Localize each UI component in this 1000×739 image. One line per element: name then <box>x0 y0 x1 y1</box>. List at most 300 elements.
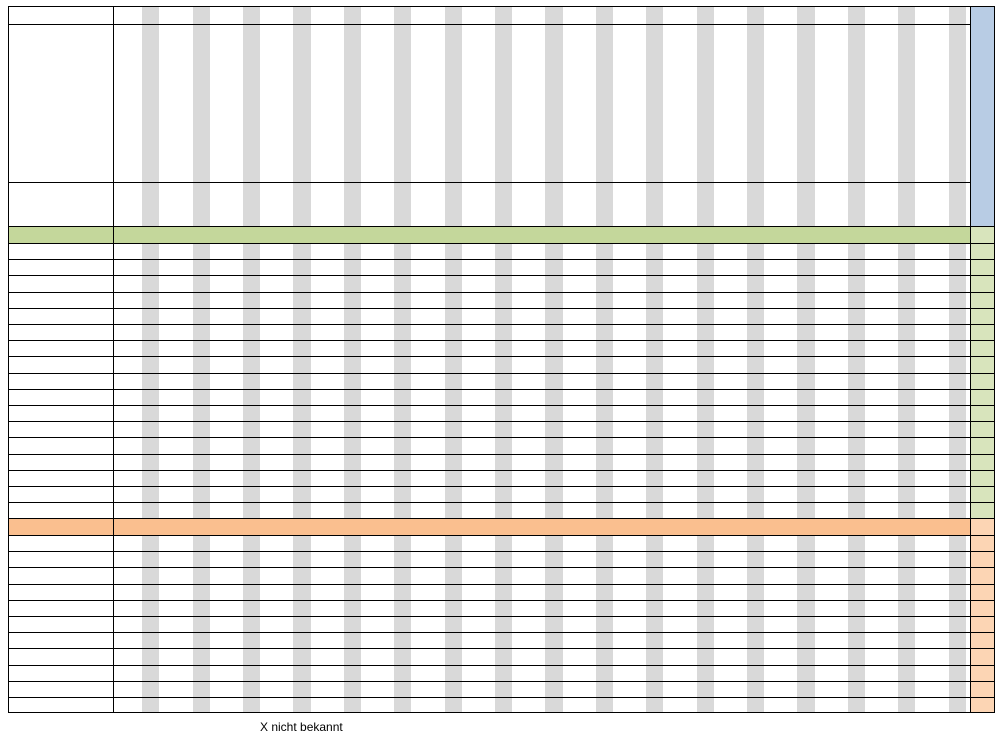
column-shading <box>747 648 764 664</box>
match-result <box>214 182 239 226</box>
appearance-cell <box>189 373 214 389</box>
grid-line <box>8 648 995 649</box>
column-shading <box>344 340 361 356</box>
appearance-cell <box>819 405 844 421</box>
goals-cell <box>113 535 138 551</box>
appearance-cell <box>718 421 743 437</box>
match-result <box>718 182 743 226</box>
column-shading <box>898 648 915 664</box>
column-shading <box>495 600 512 616</box>
appearance-cell <box>315 324 340 340</box>
grid-line <box>8 226 995 227</box>
column-shading <box>293 259 310 275</box>
goals-cell <box>365 600 390 616</box>
column-shading <box>193 454 210 470</box>
appearance-cell <box>390 421 415 437</box>
appearance-cell <box>441 502 466 518</box>
appearance-cell <box>642 308 667 324</box>
grid-line <box>8 535 995 536</box>
appearance-cell <box>289 324 314 340</box>
appearance-cell <box>617 275 642 291</box>
appearance-cell <box>365 356 390 372</box>
appearance-cell <box>491 454 516 470</box>
matchday-number <box>340 6 365 24</box>
appearance-cell <box>189 243 214 259</box>
match-result <box>138 182 163 226</box>
match-result <box>592 182 617 226</box>
column-shading <box>697 681 714 697</box>
appearance-cell <box>214 389 239 405</box>
column-shading <box>848 632 865 648</box>
appearance-cell <box>667 405 692 421</box>
appearance-cell <box>315 405 340 421</box>
footnote: X nicht bekannt <box>260 720 343 734</box>
column-shading <box>495 584 512 600</box>
column-shading <box>243 616 260 632</box>
appearance-cell <box>869 308 894 324</box>
column-shading <box>142 600 159 616</box>
appearance-cell <box>264 275 289 291</box>
appearance-cell <box>113 243 138 259</box>
appearance-cell <box>390 292 415 308</box>
appearance-cell <box>264 324 289 340</box>
appearance-cell <box>743 373 768 389</box>
column-shading <box>545 486 562 502</box>
appearance-cell <box>113 373 138 389</box>
column-shading <box>545 697 562 713</box>
appearance-cell <box>365 308 390 324</box>
appearance-cell <box>743 275 768 291</box>
match-result <box>466 182 491 226</box>
appearance-cell <box>289 308 314 324</box>
column-shading <box>898 600 915 616</box>
appearance-cell <box>567 324 592 340</box>
grid-line <box>8 182 970 183</box>
appearance-cell <box>113 340 138 356</box>
matchday-number <box>945 6 970 24</box>
appearance-cell <box>793 243 818 259</box>
column-shading <box>848 681 865 697</box>
appearance-cell <box>567 470 592 486</box>
appearance-cell <box>567 292 592 308</box>
column-shading <box>545 665 562 681</box>
grid-line <box>994 6 995 713</box>
column-shading <box>193 681 210 697</box>
appearance-cell <box>693 356 718 372</box>
scorer-name <box>8 681 113 697</box>
grid-line <box>8 712 995 713</box>
appearance-cell <box>592 356 617 372</box>
column-shading <box>848 340 865 356</box>
appearance-cell <box>541 405 566 421</box>
column-shading <box>747 502 764 518</box>
column-shading <box>394 454 411 470</box>
matchday-number <box>138 6 163 24</box>
opponent-name <box>214 24 239 182</box>
appearance-cell <box>567 243 592 259</box>
column-shading <box>394 648 411 664</box>
column-shading <box>747 697 764 713</box>
appearance-cell <box>415 389 440 405</box>
appearance-cell <box>919 308 944 324</box>
appearance-cell <box>516 308 541 324</box>
column-shading <box>596 632 613 648</box>
grid-line <box>8 292 995 293</box>
column-shading <box>646 551 663 567</box>
column-shading <box>243 648 260 664</box>
column-shading <box>646 665 663 681</box>
column-shading <box>243 697 260 713</box>
appearance-cell <box>894 405 919 421</box>
appearance-cell <box>667 308 692 324</box>
appearance-cell <box>415 324 440 340</box>
appearance-cell <box>113 292 138 308</box>
column-shading <box>394 616 411 632</box>
player-name <box>8 259 113 275</box>
appearance-cell <box>415 259 440 275</box>
appearance-cell <box>390 389 415 405</box>
column-shading <box>243 259 260 275</box>
column-shading <box>646 486 663 502</box>
appearance-cell <box>289 356 314 372</box>
appearance-cell <box>264 308 289 324</box>
appearance-cell <box>567 421 592 437</box>
column-shading <box>142 486 159 502</box>
match-result <box>667 182 692 226</box>
column-shading <box>596 454 613 470</box>
scorer-total <box>970 681 995 697</box>
column-shading <box>445 567 462 583</box>
column-shading <box>293 340 310 356</box>
player-total <box>970 470 995 486</box>
match-result <box>239 182 264 226</box>
appearance-cell <box>239 470 264 486</box>
column-shading <box>495 697 512 713</box>
column-shading <box>142 681 159 697</box>
player-total <box>970 292 995 308</box>
column-shading <box>344 632 361 648</box>
appearance-cell <box>289 373 314 389</box>
appearance-cell <box>718 243 743 259</box>
appearance-cell <box>315 292 340 308</box>
column-shading <box>848 600 865 616</box>
goals-cell <box>289 632 314 648</box>
column-shading <box>848 551 865 567</box>
appearance-cell <box>214 405 239 421</box>
goals-cell <box>415 648 440 664</box>
match-result <box>844 182 869 226</box>
appearance-cell <box>466 243 491 259</box>
appearance-cell <box>365 389 390 405</box>
appearance-cell <box>768 502 793 518</box>
scorer-total <box>970 584 995 600</box>
column-shading <box>293 648 310 664</box>
opponent-name <box>390 24 415 182</box>
appearance-cell <box>743 324 768 340</box>
appearance-cell <box>592 292 617 308</box>
appearance-cell <box>264 389 289 405</box>
column-shading <box>596 616 613 632</box>
column-shading <box>243 437 260 453</box>
grid-line <box>8 421 995 422</box>
column-shading <box>797 681 814 697</box>
goals-cell <box>718 665 743 681</box>
appearance-cell <box>793 275 818 291</box>
match-result <box>113 182 138 226</box>
column-shading <box>495 421 512 437</box>
goals-cell <box>743 665 768 681</box>
scorer-total <box>970 648 995 664</box>
appearance-cell <box>919 324 944 340</box>
goals-cell <box>516 535 541 551</box>
column-shading <box>949 632 966 648</box>
column-shading <box>545 389 562 405</box>
match-result <box>365 182 390 226</box>
goals-cell <box>693 584 718 600</box>
grid-line <box>8 681 995 682</box>
opponent-name <box>919 24 944 182</box>
matchday-number <box>869 6 894 24</box>
appearance-cell <box>718 308 743 324</box>
appearance-cell <box>340 243 365 259</box>
appearance-cell <box>466 324 491 340</box>
appearance-cell <box>516 405 541 421</box>
column-shading <box>445 697 462 713</box>
matchday-number <box>592 6 617 24</box>
column-shading <box>545 632 562 648</box>
matchday-number <box>264 6 289 24</box>
column-shading <box>293 486 310 502</box>
goals-cell <box>239 535 264 551</box>
goals-cell <box>163 567 188 583</box>
column-shading <box>344 665 361 681</box>
appearance-cell <box>642 356 667 372</box>
appearance-cell <box>189 259 214 275</box>
column-shading <box>142 648 159 664</box>
opponent-name <box>491 24 516 182</box>
column-shading <box>848 502 865 518</box>
grid-line <box>8 502 995 503</box>
appearance-cell <box>289 405 314 421</box>
appearance-cell <box>113 405 138 421</box>
appearance-cell <box>264 373 289 389</box>
appearance-cell <box>113 389 138 405</box>
column-shading <box>697 389 714 405</box>
appearance-cell <box>693 324 718 340</box>
player-total <box>970 502 995 518</box>
appearance-cell <box>567 405 592 421</box>
appearance-cell <box>541 324 566 340</box>
column-shading <box>949 681 966 697</box>
matchday-number <box>239 6 264 24</box>
grid-line <box>8 356 995 357</box>
player-name <box>8 389 113 405</box>
appearance-cell <box>415 405 440 421</box>
appearance-cell <box>315 470 340 486</box>
grid-line <box>8 584 995 585</box>
appearance-cell <box>340 437 365 453</box>
column-shading <box>193 697 210 713</box>
matchday-number <box>667 6 692 24</box>
appearance-cell <box>264 243 289 259</box>
column-shading <box>293 502 310 518</box>
column-shading <box>193 486 210 502</box>
goals-cell <box>919 535 944 551</box>
section-torschuetzen <box>8 518 113 535</box>
column-shading <box>848 584 865 600</box>
column-shading <box>949 340 966 356</box>
column-shading <box>697 616 714 632</box>
appearance-cell <box>718 292 743 308</box>
appearance-cell <box>163 292 188 308</box>
column-shading <box>898 584 915 600</box>
column-shading <box>344 454 361 470</box>
column-shading <box>949 551 966 567</box>
appearance-cell <box>945 502 970 518</box>
appearance-cell <box>214 292 239 308</box>
scorer-name <box>8 567 113 583</box>
column-shading <box>747 584 764 600</box>
column-shading <box>545 681 562 697</box>
player-total <box>970 421 995 437</box>
goals-cell <box>567 616 592 632</box>
player-total <box>970 324 995 340</box>
goals-cell <box>113 551 138 567</box>
appearance-cell <box>667 324 692 340</box>
appearance-cell <box>415 373 440 389</box>
player-total <box>970 486 995 502</box>
column-shading <box>949 616 966 632</box>
column-shading <box>243 486 260 502</box>
match-result <box>743 182 768 226</box>
player-name <box>8 373 113 389</box>
appearance-cell <box>138 389 163 405</box>
match-result <box>264 182 289 226</box>
appearance-cell <box>894 502 919 518</box>
appearance-cell <box>844 454 869 470</box>
column-shading <box>848 421 865 437</box>
column-shading <box>495 616 512 632</box>
appearance-cell <box>945 470 970 486</box>
column-shading <box>445 389 462 405</box>
appearance-cell <box>340 405 365 421</box>
column-shading <box>243 502 260 518</box>
match-result <box>541 182 566 226</box>
appearance-cell <box>466 259 491 275</box>
appearance-cell <box>289 389 314 405</box>
appearance-cell <box>415 292 440 308</box>
grid-line <box>8 6 9 713</box>
column-shading <box>193 535 210 551</box>
match-result <box>516 182 541 226</box>
column-shading <box>545 454 562 470</box>
goals-cell <box>214 535 239 551</box>
totals-spacer <box>970 226 995 243</box>
column-shading <box>445 356 462 372</box>
appearance-cell <box>869 243 894 259</box>
appearance-cell <box>189 308 214 324</box>
column-shading <box>495 486 512 502</box>
appearance-cell <box>945 356 970 372</box>
appearance-cell <box>289 243 314 259</box>
column-shading <box>243 340 260 356</box>
column-shading <box>193 567 210 583</box>
appearance-cell <box>768 356 793 372</box>
appearance-cell <box>919 454 944 470</box>
column-shading <box>445 340 462 356</box>
goals-cell <box>541 535 566 551</box>
appearance-cell <box>264 470 289 486</box>
appearance-cell <box>869 405 894 421</box>
player-name <box>8 421 113 437</box>
appearance-cell <box>844 243 869 259</box>
column-shading <box>344 275 361 291</box>
match-result <box>793 182 818 226</box>
appearance-cell <box>642 292 667 308</box>
column-shading <box>797 486 814 502</box>
appearance-cell <box>819 275 844 291</box>
appearance-cell <box>138 373 163 389</box>
opponent-name <box>945 24 970 182</box>
appearance-cell <box>163 373 188 389</box>
grid-line <box>8 373 995 374</box>
column-shading <box>697 551 714 567</box>
appearance-cell <box>340 356 365 372</box>
column-shading <box>697 486 714 502</box>
column-shading <box>898 616 915 632</box>
player-name <box>8 502 113 518</box>
appearance-cell <box>819 292 844 308</box>
column-shading <box>898 340 915 356</box>
player-name <box>8 275 113 291</box>
matchday-number <box>743 6 768 24</box>
opponent-name <box>819 24 844 182</box>
player-name <box>8 340 113 356</box>
match-result <box>567 182 592 226</box>
column-shading <box>142 421 159 437</box>
column-shading <box>697 697 714 713</box>
player-total <box>970 259 995 275</box>
matchday-number <box>894 6 919 24</box>
grid-line <box>8 616 995 617</box>
column-shading <box>545 502 562 518</box>
appearance-cell <box>919 292 944 308</box>
player-name <box>8 454 113 470</box>
matchday-number <box>768 6 793 24</box>
appearance-cell <box>491 470 516 486</box>
appearance-cell <box>567 356 592 372</box>
column-shading <box>596 389 613 405</box>
appearance-cell <box>239 324 264 340</box>
column-shading <box>394 681 411 697</box>
column-shading <box>142 437 159 453</box>
column-shading <box>848 616 865 632</box>
appearance-cell <box>617 324 642 340</box>
appearance-cell <box>718 405 743 421</box>
goals-cell <box>567 600 592 616</box>
opponent-name <box>642 24 667 182</box>
column-shading <box>747 389 764 405</box>
column-shading <box>797 356 814 372</box>
appearance-cell <box>315 437 340 453</box>
appearance-cell <box>592 308 617 324</box>
appearance-cell <box>441 470 466 486</box>
column-shading <box>747 567 764 583</box>
goals-cell <box>189 551 214 567</box>
column-shading <box>495 665 512 681</box>
appearance-cell <box>113 259 138 275</box>
goals-cell <box>138 567 163 583</box>
